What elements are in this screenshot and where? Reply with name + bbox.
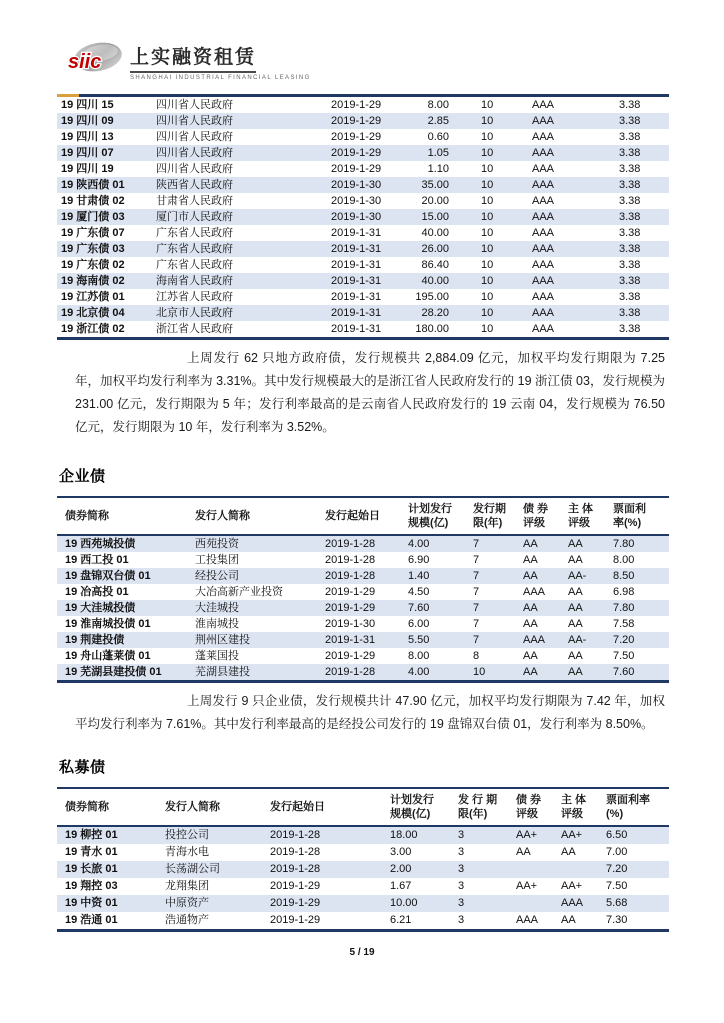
table-cell: 0.60 [427, 131, 449, 143]
table-row [57, 113, 669, 129]
header-row [57, 498, 669, 535]
table-cell: 3 [458, 880, 465, 892]
logo-subtitle: SHANGHAI INDUSTRIAL FINANCIAL LEASING [130, 75, 311, 81]
table-cell: 19 四川 07 [61, 147, 114, 159]
table-cell: AAA [532, 131, 555, 143]
table-cell: 2019-1-29 [331, 131, 382, 143]
table-cell: AAA [523, 586, 546, 598]
table-row [57, 844, 669, 861]
table-cell: 4.00 [408, 666, 430, 678]
page-number: 5 / 19 [349, 947, 375, 958]
table-cell: 2019-1-30 [331, 211, 382, 223]
table-cell: 1.67 [390, 880, 412, 892]
table-row [57, 305, 669, 321]
table-cell: 19 浩通 01 [65, 914, 118, 926]
table-cell: 3.38 [619, 147, 641, 159]
table-cell: AAA [561, 897, 584, 909]
table-cell: 10 [481, 275, 494, 287]
table-cell: 7.20 [613, 634, 635, 646]
table-cell: 7 [473, 602, 480, 614]
table-cell: 2019-1-28 [270, 863, 321, 875]
table-cell: 6.90 [408, 554, 430, 566]
table-cell: 8 [473, 650, 480, 662]
table-cell: 19 陕西债 01 [61, 179, 125, 191]
table-cell: 3.38 [619, 131, 641, 143]
table-cell: 淮南城投 [195, 618, 239, 630]
table-cell: 2019-1-29 [325, 650, 376, 662]
table-cell: 四川省人民政府 [156, 131, 233, 143]
table-cell: 3.38 [619, 179, 641, 191]
table-cell: AA [568, 602, 583, 614]
siic-logo [66, 36, 724, 82]
column-header: 发行起始日 [262, 789, 382, 826]
table-cell: AA [568, 618, 583, 630]
table-cell: AAA [532, 147, 555, 159]
table-cell: 19 荆建投债 [65, 634, 125, 646]
table-cell: 1.05 [427, 147, 449, 159]
table-cell: AA [523, 618, 538, 630]
column-header: 债 券 评级 [508, 789, 553, 826]
table-cell: 大冶高新产业投资 [195, 586, 283, 598]
table-cell: AA [523, 650, 538, 662]
table-cell: 19 甘肃债 02 [61, 195, 125, 207]
table-cell: 8.00 [613, 554, 635, 566]
local-gov-summary: 上周发行 62 只地方政府债，发行规模共 2,884.09 亿元，加权平均发行期限为 7.25 年，加权平均发行利率为 3.31%。其中发行规模最大的是浙江省人民政府发行的 19 浙江债 03，发行规模为 231.00 亿元，发行期限为 5 年；发行利率最高的是云南省人民政府发行的 19 云南 04，发行规模为 76.50 亿元，发行期限为 10 年，发行利率为 3.52%。 [75, 351, 665, 434]
column-header: 主 体 评级 [560, 498, 605, 535]
table-cell: 7.60 [408, 602, 430, 614]
table-cell: 7 [473, 554, 480, 566]
table-cell: 10 [481, 323, 494, 335]
table-cell: 19 江苏债 01 [61, 291, 125, 303]
table-cell: 2019-1-31 [331, 259, 382, 271]
table-cell: 19 盘锦双台债 01 [65, 570, 151, 582]
table-cell: 10 [481, 179, 494, 191]
table-cell: 10 [481, 163, 494, 175]
table-cell [508, 861, 553, 878]
table-cell: 2019-1-29 [331, 115, 382, 127]
table-cell: 3 [458, 897, 465, 909]
table-cell: 19 四川 15 [61, 99, 114, 111]
table-cell: 6.50 [606, 829, 628, 841]
table-cell: AA [561, 846, 576, 858]
table-cell: 19 长旅 01 [65, 863, 118, 875]
table-row [57, 145, 669, 161]
table-row [57, 241, 669, 257]
table-cell: 广东省人民政府 [156, 243, 233, 255]
table-body [57, 535, 669, 680]
table-cell: 投控公司 [165, 829, 209, 841]
table-cell: 4.50 [408, 586, 430, 598]
table-row [57, 552, 669, 568]
table-cell: 3.38 [619, 323, 641, 335]
private-bond-table [57, 787, 669, 932]
table-cell: 19 冶高投 01 [65, 586, 129, 598]
table-cell: 2019-1-31 [325, 634, 376, 646]
table-cell: 3.38 [619, 115, 641, 127]
table-cell: 2019-1-30 [325, 618, 376, 630]
column-header: 计划发行 规模(亿) [382, 789, 450, 826]
table-cell: 86.40 [421, 259, 449, 271]
table-cell: 广东省人民政府 [156, 227, 233, 239]
table-cell: 3.38 [619, 259, 641, 271]
column-header: 发 行 期 限(年) [450, 789, 508, 826]
table-row [57, 648, 669, 664]
table-cell: 荆州区建投 [195, 634, 250, 646]
column-header: 发行人简称 [187, 498, 317, 535]
column-header: 债券简称 [57, 498, 187, 535]
table-cell [508, 895, 553, 912]
table-cell: 2019-1-28 [325, 538, 376, 550]
table-cell: 2019-1-31 [331, 275, 382, 287]
table-cell: 3 [458, 863, 465, 875]
table-cell: AAA [532, 163, 555, 175]
table-cell: 2019-1-28 [325, 554, 376, 566]
table-cell: 2019-1-29 [270, 914, 321, 926]
table-row [57, 664, 669, 680]
table-cell: 2019-1-31 [331, 227, 382, 239]
table-cell: 大洼城投 [195, 602, 239, 614]
table-cell: 19 广东债 02 [61, 259, 125, 271]
table-cell: 10.00 [390, 897, 418, 909]
corporate-bond-table [57, 496, 669, 683]
table-row [57, 289, 669, 305]
table-cell: 3 [458, 914, 465, 926]
column-header: 债券简称 [57, 789, 157, 826]
table-row [57, 584, 669, 600]
table-cell: 7.00 [606, 846, 628, 858]
table-cell: 7 [473, 538, 480, 550]
table-cell: 26.00 [421, 243, 449, 255]
table-row [57, 535, 669, 552]
table-row [57, 257, 669, 273]
table-body [57, 826, 669, 929]
table-cell: 19 广东债 03 [61, 243, 125, 255]
table-cell: AA [523, 570, 538, 582]
table-row [57, 129, 669, 145]
table-cell: AA- [568, 634, 587, 646]
header [0, 0, 724, 88]
table-cell: 28.20 [421, 307, 449, 319]
table-row [57, 225, 669, 241]
table-cell: 10 [481, 195, 494, 207]
table-cell: 长荡湖公司 [165, 863, 220, 875]
column-header: 发行起始日 [317, 498, 400, 535]
table-cell: 10 [481, 147, 494, 159]
siic-globe-icon [66, 36, 124, 82]
table-cell: 3.38 [619, 99, 641, 111]
table-row [57, 321, 669, 337]
table-cell: 10 [481, 291, 494, 303]
table-cell: AAA [532, 227, 555, 239]
local-gov-bond-table [57, 94, 669, 340]
table-cell: 19 广东债 07 [61, 227, 125, 239]
table-cell: 19 翔控 03 [65, 880, 118, 892]
table-cell: 10 [481, 115, 494, 127]
table-cell: 四川省人民政府 [156, 147, 233, 159]
table-cell: 2019-1-31 [331, 291, 382, 303]
table-cell: 195.00 [415, 291, 449, 303]
table-cell: AAA [532, 259, 555, 271]
table-cell: 180.00 [415, 323, 449, 335]
table-cell: 3.00 [390, 846, 412, 858]
table-cell: 2019-1-29 [270, 880, 321, 892]
table-cell: 芜湖县建投 [195, 666, 250, 678]
table-cell: AAA [532, 179, 555, 191]
table-cell: 7.50 [606, 880, 628, 892]
table-cell: 7.80 [613, 602, 635, 614]
table-cell: AA+ [516, 880, 538, 892]
column-header: 发行期 限(年) [465, 498, 515, 535]
table-cell: 19 青水 01 [65, 846, 118, 858]
table-cell: 35.00 [421, 179, 449, 191]
table-cell: 经投公司 [195, 570, 239, 582]
table-cell: AA [523, 602, 538, 614]
table-cell: 2019-1-31 [331, 323, 382, 335]
table-cell: 2019-1-31 [331, 307, 382, 319]
table-cell: 19 四川 13 [61, 131, 114, 143]
table-cell: 19 海南债 02 [61, 275, 125, 287]
table-cell: 19 四川 09 [61, 115, 114, 127]
section-title-corporate: 企业债 [59, 468, 106, 485]
table-cell: 10 [481, 211, 494, 223]
table-row [57, 861, 669, 878]
table-header [57, 498, 669, 535]
table-cell: 2019-1-29 [331, 163, 382, 175]
table-cell: 2.00 [390, 863, 412, 875]
table-cell: 19 柳控 01 [65, 829, 118, 841]
table-cell: 2019-1-30 [331, 195, 382, 207]
table-row [57, 616, 669, 632]
table-cell: 7 [473, 570, 480, 582]
table-cell: 3 [458, 829, 465, 841]
table-cell: 10 [481, 99, 494, 111]
table-cell: AA [568, 538, 583, 550]
column-header: 票面利率 (%) [598, 789, 669, 826]
table-cell: 7.80 [613, 538, 635, 550]
table-row [57, 97, 669, 113]
table-cell: 40.00 [421, 227, 449, 239]
column-header: 计划发行 规模(亿) [400, 498, 465, 535]
logo-acronym: siic [68, 51, 102, 73]
table-cell: 19 西工投 01 [65, 554, 129, 566]
table-body [57, 97, 669, 337]
table-cell: 蓬莱国投 [195, 650, 239, 662]
table-cell: 7 [473, 586, 480, 598]
table-cell: 龙翔集团 [165, 880, 209, 892]
table-cell: 10 [481, 227, 494, 239]
table-cell: 20.00 [421, 195, 449, 207]
table-cell: AA [568, 586, 583, 598]
header-row [57, 789, 669, 826]
table-cell: 5.50 [408, 634, 430, 646]
table-cell: 3.38 [619, 275, 641, 287]
table-cell: 四川省人民政府 [156, 115, 233, 127]
table-cell: 江苏省人民政府 [156, 291, 233, 303]
table-cell: 2019-1-29 [331, 99, 382, 111]
table-cell: 10 [473, 666, 486, 678]
table-cell: AA [523, 554, 538, 566]
table-cell: 8.00 [408, 650, 430, 662]
table-cell: 西苑投资 [195, 538, 239, 550]
table-row [57, 161, 669, 177]
table-cell: 19 北京债 04 [61, 307, 125, 319]
table-cell: 8.50 [613, 570, 635, 582]
table-cell: 2019-1-29 [325, 602, 376, 614]
table-cell: 工投集团 [195, 554, 239, 566]
table-cell: 2019-1-28 [270, 829, 321, 841]
table-cell: 2019-1-29 [325, 586, 376, 598]
column-header: 主 体 评级 [553, 789, 598, 826]
table-cell: AAA [516, 914, 539, 926]
table-cell: 3.38 [619, 211, 641, 223]
table-row [57, 632, 669, 648]
table-cell: 10 [481, 259, 494, 271]
table-cell: 中原资产 [165, 897, 209, 909]
table-cell [553, 861, 598, 878]
table-cell: AA+ [516, 829, 538, 841]
table-row [57, 273, 669, 289]
table-cell: 甘肃省人民政府 [156, 195, 233, 207]
table-cell: 3.38 [619, 163, 641, 175]
logo-text [130, 36, 311, 81]
table-row [57, 209, 669, 225]
table-cell: 3.38 [619, 243, 641, 255]
table-cell: 7 [473, 618, 480, 630]
table-cell: AA- [568, 570, 587, 582]
table-cell: AA [523, 666, 538, 678]
table-cell: 8.00 [427, 99, 449, 111]
column-header: 票面利 率(%) [605, 498, 669, 535]
table-cell: 3.38 [619, 227, 641, 239]
column-header: 债 券 评级 [515, 498, 560, 535]
table-cell: 3.38 [619, 307, 641, 319]
table-cell: 7.50 [613, 650, 635, 662]
table-cell: 浩通物产 [165, 914, 209, 926]
logo-title: 上实融资租赁 [130, 42, 256, 73]
table-row [57, 600, 669, 616]
table-cell: 19 西苑城投债 [65, 538, 136, 550]
table-cell: AAA [532, 323, 555, 335]
table-cell: 海南省人民政府 [156, 275, 233, 287]
table-cell: 19 厦门债 03 [61, 211, 125, 223]
table-cell: AA+ [561, 829, 583, 841]
corporate-summary: 上周发行 9 只企业债，发行规模共计 47.90 亿元，加权平均发行期限为 7.42 年，加权平均发行利率为 7.61%。其中发行利率最高的是经投公司发行的 19 盘锦双台债 01，发行利率为 8.50%。 [75, 694, 665, 731]
table-cell: 10 [481, 131, 494, 143]
table-cell: 40.00 [421, 275, 449, 287]
table-row [57, 912, 669, 929]
table-cell: AAA [532, 291, 555, 303]
table-cell: 19 舟山蓬莱债 01 [65, 650, 151, 662]
table-cell: 5.68 [606, 897, 628, 909]
table-cell: 厦门市人民政府 [156, 211, 233, 223]
table-cell: 19 大洼城投债 [65, 602, 136, 614]
table-cell: 7 [473, 634, 480, 646]
table-cell: 6.98 [613, 586, 635, 598]
table-cell: 7.20 [606, 863, 628, 875]
table-cell: AAA [532, 195, 555, 207]
table-cell: 2019-1-28 [325, 570, 376, 582]
table-cell: 19 浙江债 02 [61, 323, 125, 335]
table-cell: 2019-1-29 [331, 147, 382, 159]
table-cell: 18.00 [390, 829, 418, 841]
table-cell: 19 芜湖县建投债 01 [65, 666, 162, 678]
table-cell: 7.60 [613, 666, 635, 678]
table-row [57, 826, 669, 844]
content [0, 88, 724, 932]
table-cell: 1.40 [408, 570, 430, 582]
table-row [57, 177, 669, 193]
table-cell: AA+ [561, 880, 583, 892]
table-cell: 19 淮南城投债 01 [65, 618, 151, 630]
table-cell: 10 [481, 307, 494, 319]
table-cell: 19 四川 19 [61, 163, 114, 175]
table-cell: AAA [532, 99, 555, 111]
table-cell: AA [568, 554, 583, 566]
table-cell: 浙江省人民政府 [156, 323, 233, 335]
table-cell: 四川省人民政府 [156, 99, 233, 111]
table-cell: 2.85 [427, 115, 449, 127]
table-cell: 7.58 [613, 618, 635, 630]
table-cell: 6.21 [390, 914, 412, 926]
table-cell: 6.00 [408, 618, 430, 630]
table-cell: AAA [532, 211, 555, 223]
table-header [57, 789, 669, 826]
table-cell: 10 [481, 243, 494, 255]
table-cell: 2019-1-29 [270, 897, 321, 909]
table-cell: 2019-1-28 [325, 666, 376, 678]
table-cell: 3.38 [619, 195, 641, 207]
table-cell: AAA [532, 307, 555, 319]
table-cell: AAA [523, 634, 546, 646]
table-cell: AAA [532, 115, 555, 127]
table-cell: 陕西省人民政府 [156, 179, 233, 191]
table-cell: 3 [458, 846, 465, 858]
table-cell: AA [523, 538, 538, 550]
table-cell: 青海水电 [165, 846, 209, 858]
table-cell: 北京市人民政府 [156, 307, 233, 319]
table-cell: 四川省人民政府 [156, 163, 233, 175]
table-cell: 3.38 [619, 291, 641, 303]
table-row [57, 895, 669, 912]
table-cell: AA [568, 650, 583, 662]
table-cell: AA [568, 666, 583, 678]
table-row [57, 193, 669, 209]
table-cell: 2019-1-31 [331, 243, 382, 255]
table-cell: AAA [532, 243, 555, 255]
section-title-private: 私募债 [59, 759, 106, 776]
table-cell: 19 中资 01 [65, 897, 118, 909]
table-cell: 广东省人民政府 [156, 259, 233, 271]
table-cell: 1.10 [427, 163, 449, 175]
table-cell: AAA [532, 275, 555, 287]
table-cell: 4.00 [408, 538, 430, 550]
table-cell: 2019-1-28 [270, 846, 321, 858]
column-header: 发行人简称 [157, 789, 262, 826]
table-cell: 7.30 [606, 914, 628, 926]
table-cell: 2019-1-30 [331, 179, 382, 191]
table-row [57, 568, 669, 584]
table-row [57, 878, 669, 895]
table-cell: 15.00 [421, 211, 449, 223]
table-cell: AA [561, 914, 576, 926]
table-cell: AA [516, 846, 531, 858]
